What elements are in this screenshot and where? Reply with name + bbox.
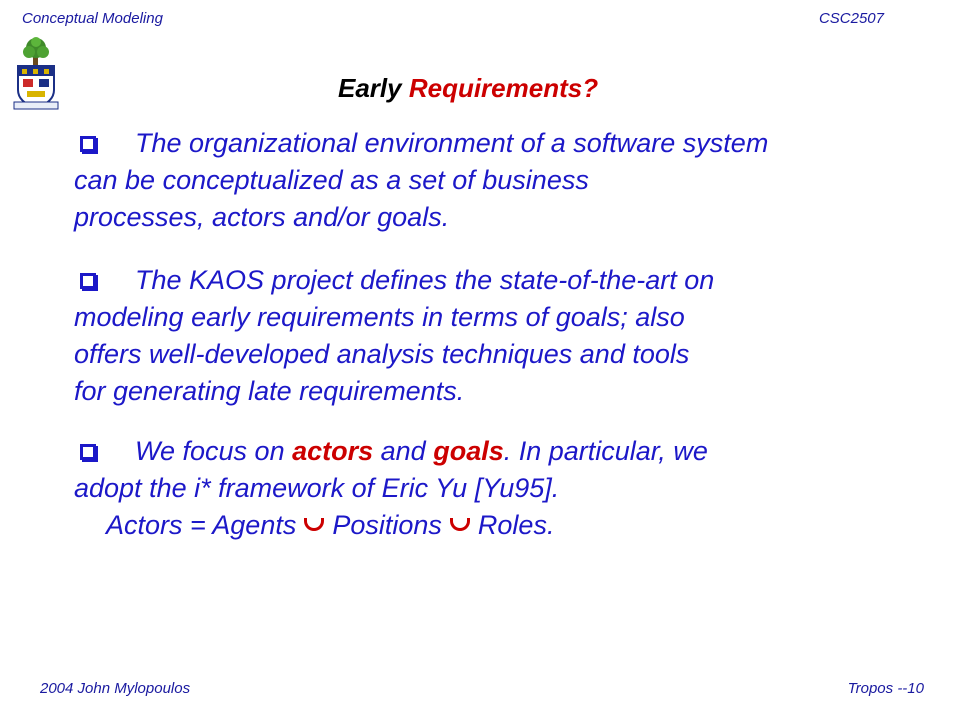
bullet-3-line-3: [74, 507, 914, 544]
title-highlight: Requirements?: [408, 73, 599, 103]
bullet-2-line-4: for generating late requirements.: [74, 376, 465, 406]
checkbox-bullet-icon: [80, 273, 96, 289]
keyword-actors: actors: [292, 436, 374, 466]
bullet-2: [74, 262, 914, 410]
bullet-3-text-c: and: [373, 436, 434, 466]
checkbox-bullet-icon: [80, 136, 96, 152]
formula-positions: Positions: [332, 510, 442, 540]
bullet-1-line-2: can be conceptualized as a set of business: [74, 165, 589, 195]
header-course-code: CSC2507: [818, 10, 884, 27]
bullet-1: [74, 125, 914, 236]
bullet-2-line-1-text: The KAOS project defines the state-of-the-art on: [135, 265, 715, 295]
bullet-3-line-1: [74, 433, 914, 470]
union-icon: [450, 518, 470, 531]
university-crest-icon: [12, 36, 60, 112]
bullet-1-line-1-text: The organizational environment of a software system: [135, 128, 769, 158]
footer-page-number: Tropos --10: [847, 680, 924, 697]
bullet-3-line-2: adopt the i* framework of Eric Yu [Yu95].: [74, 473, 560, 503]
title-prefix: Early: [338, 73, 409, 103]
bullet-2-line-1: [74, 262, 914, 299]
keyword-goals: goals: [433, 436, 504, 466]
bullet-3: [74, 433, 914, 544]
bullet-3-text-e: . In particular, we: [503, 436, 708, 466]
union-icon: [304, 518, 324, 531]
formula-roles: Roles.: [477, 510, 555, 540]
bullet-1-line-1: [74, 125, 914, 162]
formula-agents: Actors = Agents: [106, 510, 297, 540]
bullet-2-line-2: modeling early requirements in terms of goals; also: [74, 302, 685, 332]
header-course-title: Conceptual Modeling: [22, 10, 163, 27]
footer-author: 2004 John Mylopoulos: [40, 680, 191, 697]
bullet-2-line-3: offers well-developed analysis techniques and tools: [74, 339, 690, 369]
bullet-1-line-3: processes, actors and/or goals.: [74, 202, 450, 232]
bullet-3-text-a: We focus on: [135, 436, 293, 466]
slide-title: [338, 73, 598, 104]
checkbox-bullet-icon: [80, 444, 96, 460]
